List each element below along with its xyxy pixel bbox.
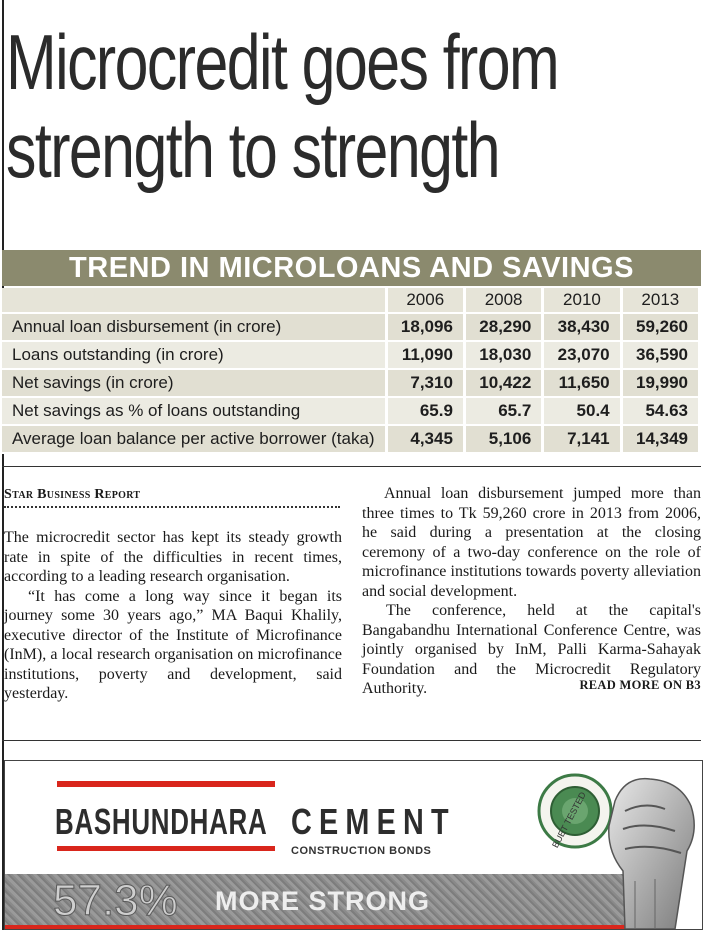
read-more-link[interactable]: READ MORE ON B3 [579, 678, 701, 692]
microloans-table [2, 288, 701, 454]
cell-value: 59,260 [623, 314, 701, 342]
cell-value: 28,290 [466, 314, 544, 342]
cement-advertisement[interactable] [4, 760, 703, 930]
cell-value: 14,349 [623, 426, 701, 454]
strength-text: MORE STRONG [215, 886, 431, 916]
brand-red-underline [57, 846, 275, 851]
cell-value: 65.7 [466, 398, 544, 426]
brand-product: CEMENT [291, 801, 456, 842]
article-bottom-rule [2, 740, 701, 741]
cell-value: 19,990 [623, 370, 701, 398]
table-row [2, 426, 701, 454]
paragraph: The microcredit sector has kept its steady growth rate in spite of the difficulties in recent times, according to a leading research organisation. [4, 529, 342, 585]
brand-name: BASHUNDHARA [55, 801, 268, 842]
headline [6, 18, 560, 194]
article-column-2 [362, 484, 701, 699]
strength-percent: 57.3% [53, 876, 178, 925]
byline: Star Business Report [4, 487, 141, 502]
cell-value: 7,141 [544, 426, 622, 454]
row-label: Net savings (in crore) [2, 370, 388, 398]
row-label: Average loan balance per active borrower (taka) [2, 426, 388, 454]
table-row [2, 398, 701, 426]
cell-value: 36,590 [623, 342, 701, 370]
row-label: Loans outstanding (in crore) [2, 342, 388, 370]
cell-value: 38,430 [544, 314, 622, 342]
cell-value: 50.4 [544, 398, 622, 426]
byline-dotted-rule [4, 506, 340, 508]
seal-text: BUET TESTED [550, 790, 588, 850]
cell-value: 5,106 [466, 426, 544, 454]
cell-value: 23,070 [544, 342, 622, 370]
paragraph: The conference, held at the capital's Bangabandhu International Conference Centre, was jointly organised by InM, Palli Karma-Sahayak Foundation and the Microcredit Regulatory Authority. [362, 602, 701, 697]
cell-value: 54.63 [623, 398, 701, 426]
table-row [2, 370, 701, 398]
brand-tagline: CONSTRUCTION BONDS [291, 845, 432, 857]
concrete-fist-icon [595, 761, 702, 929]
cell-value: 65.9 [388, 398, 466, 426]
cell-value: 18,096 [388, 314, 466, 342]
cell-value: 10,422 [466, 370, 544, 398]
table-title: TREND IN MICROLOANS AND SAVINGS [2, 250, 701, 286]
year-header: 2006 [388, 288, 466, 314]
paragraph: “It has come a long way since it began its journey some 30 years ago,” MA Baqui Khalily, executive director of the Institute of Microfinance (InM), a local research organisation on microfinance institutions, poverty and development, said yesterday. [4, 587, 342, 702]
table-row [2, 342, 701, 370]
year-header: 2008 [466, 288, 544, 314]
row-label: Net savings as % of loans outstanding [2, 398, 388, 426]
brand-red-bar [57, 781, 275, 787]
header-blank [2, 288, 388, 314]
table-bottom-rule [2, 466, 701, 467]
table-row [2, 314, 701, 342]
headline-line-2: strength to strength [6, 106, 500, 194]
cell-value: 7,310 [388, 370, 466, 398]
headline-line-1: Microcredit goes from [6, 18, 559, 106]
article-column-1 [4, 528, 342, 704]
year-header: 2013 [623, 288, 701, 314]
paragraph: Annual loan disbursement jumped more than three times to Tk 59,260 crore in 2013 from 2006, he said during a presentation at the closing ceremony of a two-day conference on the role of microfinance institutions towards poverty alleviation and social development. [362, 485, 701, 600]
cell-value: 11,090 [388, 342, 466, 370]
year-header: 2010 [544, 288, 622, 314]
cell-value: 11,650 [544, 370, 622, 398]
row-label: Annual loan disbursement (in crore) [2, 314, 388, 342]
cell-value: 18,030 [466, 342, 544, 370]
cell-value: 4,345 [388, 426, 466, 454]
table-header-row [2, 288, 701, 314]
